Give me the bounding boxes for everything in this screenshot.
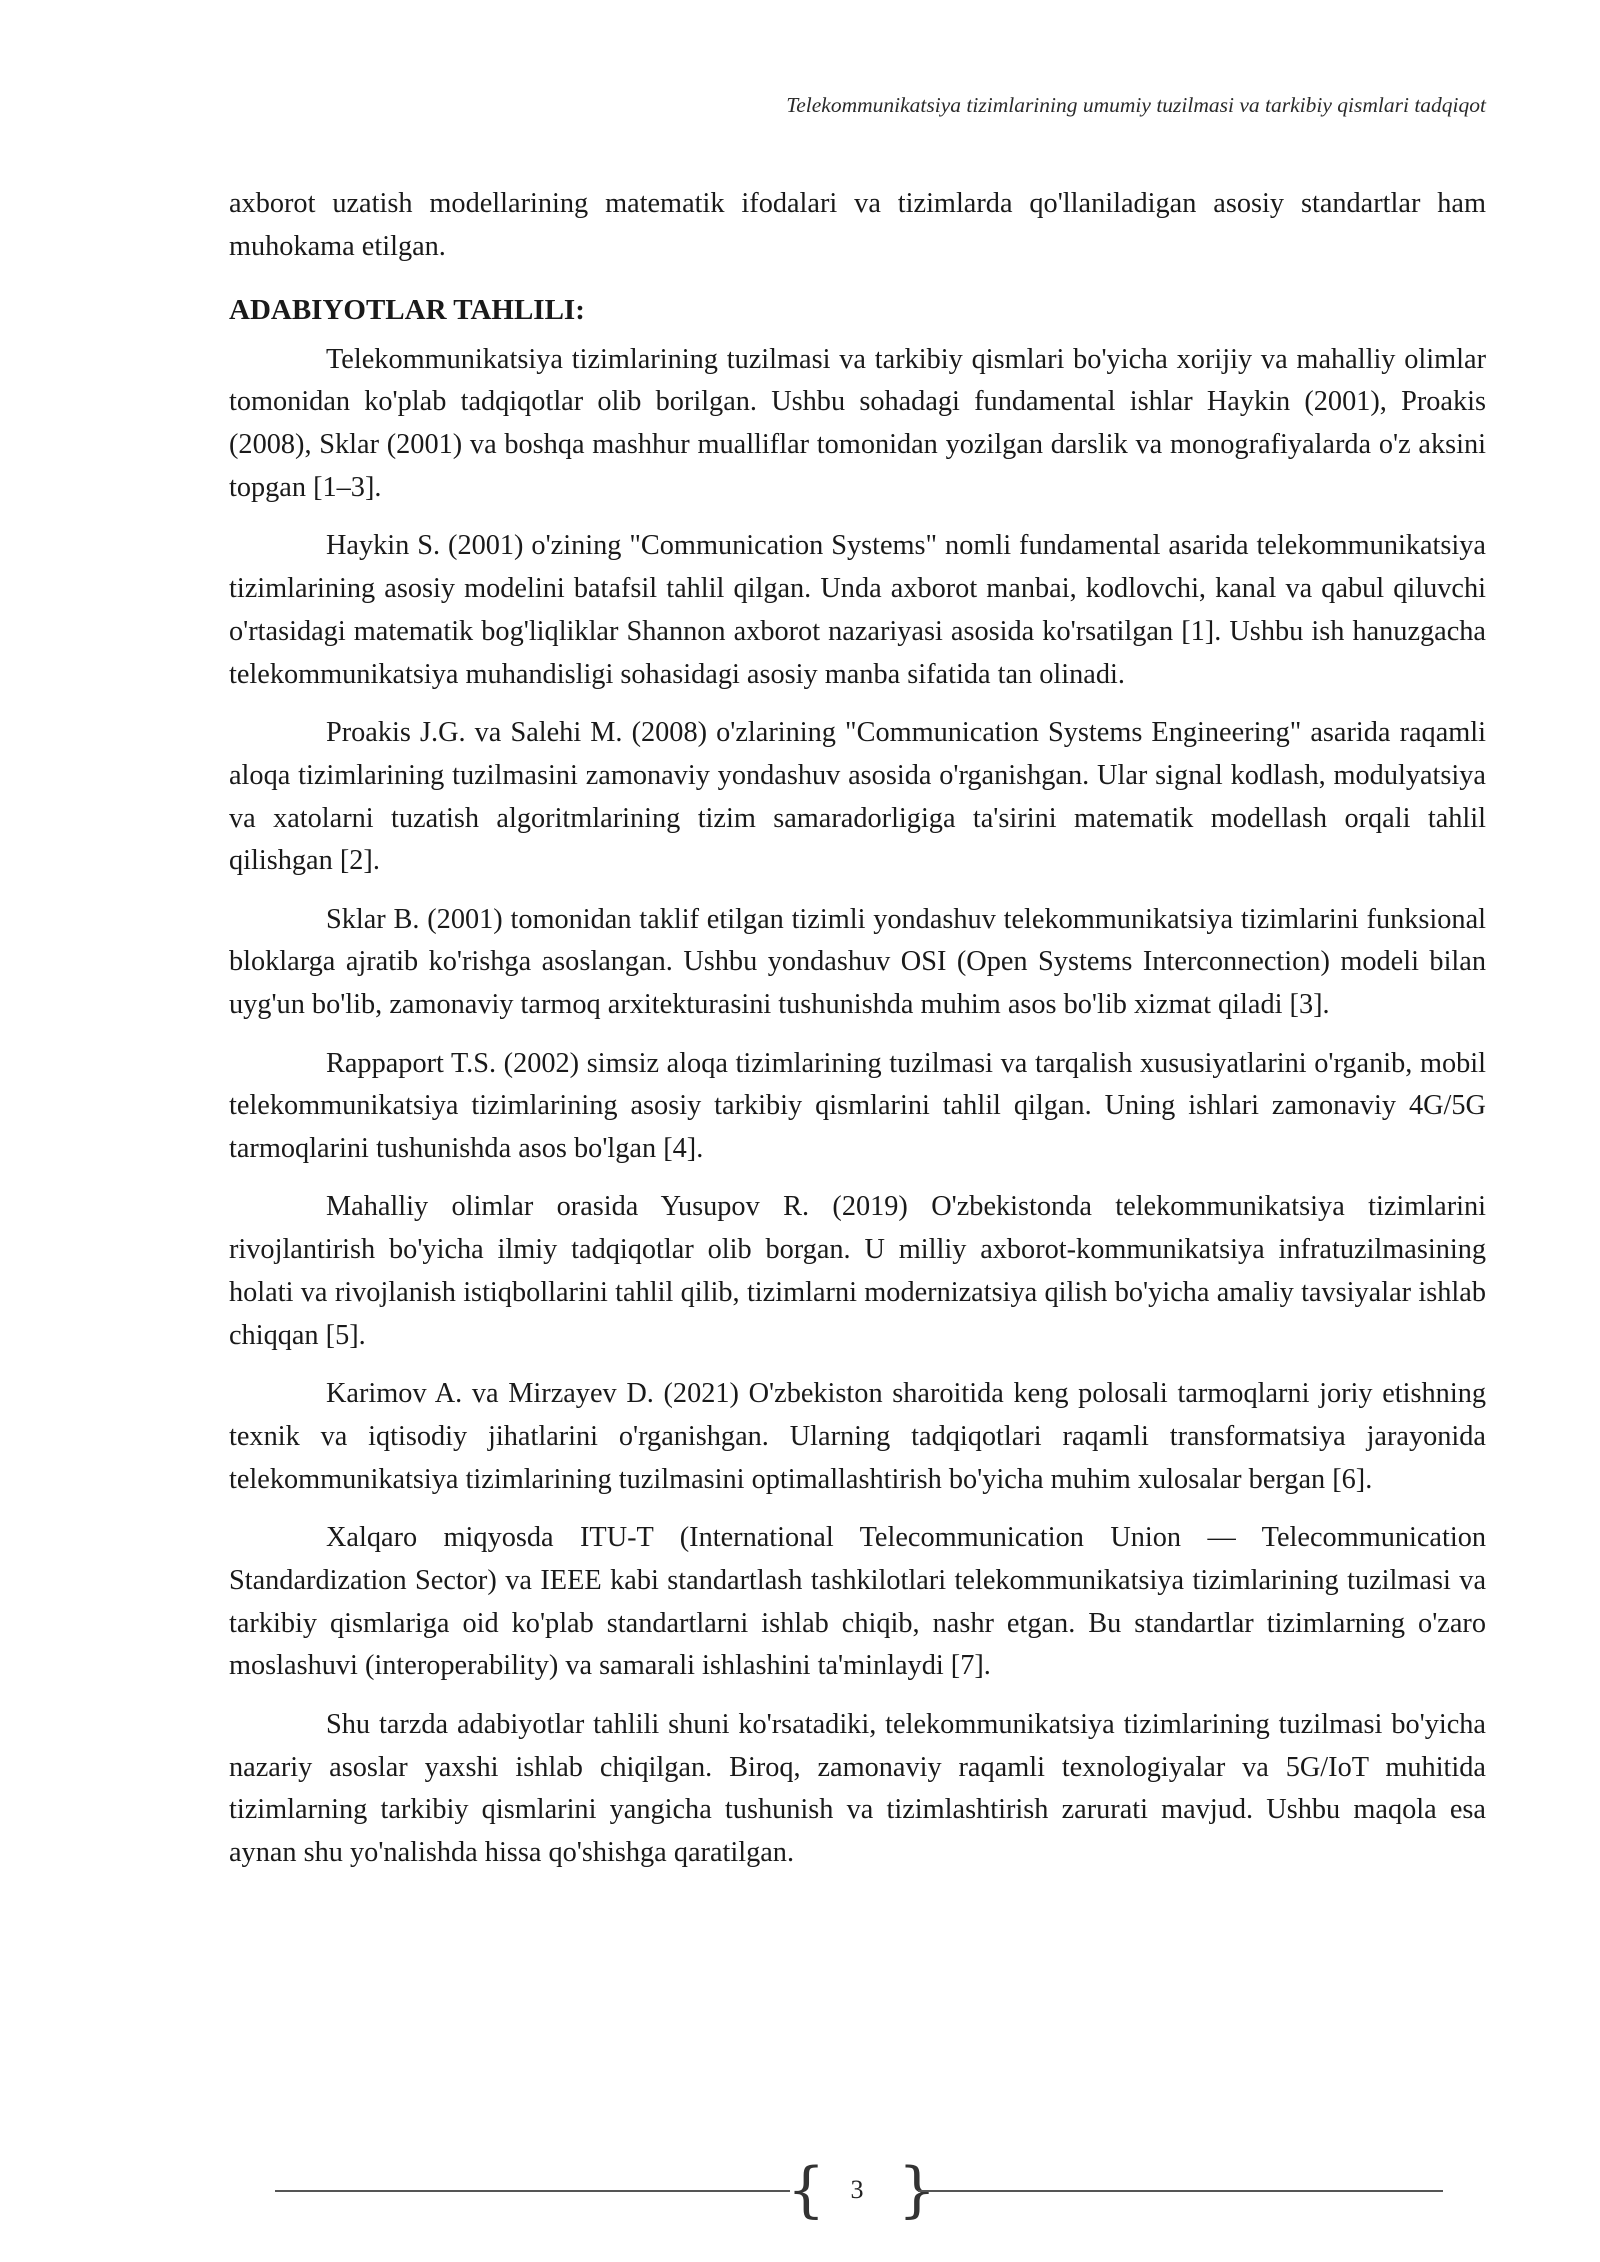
running-header: Telekommunikatsiya tizimlarining umumiy tuzilmasi va tarkibiy qismlari tadqiqot	[786, 93, 1486, 117]
body-paragraph: Mahalliy olimlar orasida Yusupov R. (2019) O'zbekistonda telekommunikatsiya tizimlarini rivojlantirish bo'yicha ilmiy tadqiqotlar olib borgan. U milliy axborot-kommunikatsiya infratuzilmasining holati va rivojlanish istiqbollarini tahlil qilib, tizimlarni modernizatsiya qilish bo'yicha amaliy tavsiyalar ishlab chiqqan [5].	[229, 1191, 1486, 1351]
page-footer	[0, 2155, 1600, 2225]
footer-rule-right	[918, 2190, 1443, 2192]
body-paragraph: Rappaport T.S. (2002) simsiz aloqa tizimlarining tuzilmasi va tarqalish xususiyatlarini o'rganib, mobil telekommunikatsiya tizimlarining asosiy tarkibiy qismlarini tahlil qilgan. Uning ishlari zamonaviy 4G/5G tarmoqlarini tushunishda asos bo'lgan [4].	[229, 1047, 1486, 1165]
body-paragraph: Shu tarzda adabiyotlar tahlili shuni ko'rsatadiki, telekommunikatsiya tizimlarining tuzilmasi bo'yicha nazariy asoslar yaxshi ishlab chiqilgan. Biroq, zamonaviy raqamli texnologiyalar va 5G/IoT muhitida tizimlarning tarkibiy qismlarini yangicha tushunish va tizimlashtirish zarurati mavjud. Ushbu maqola esa aynan shu yo'nalishda hissa qo'shishga qaratilgan.	[229, 1708, 1486, 1869]
body-paragraph: Proakis J.G. va Salehi M. (2008) o'zlarining "Communication Systems Engineering" asarida raqamli aloqa tizimlarining tuzilmasini zamonaviy yondashuv asosida o'rganishgan. Ular signal kodlash, modulyatsiya va xatolarni tuzatish algoritmlarining tizim samaradorligiga ta'sirini matematik modellash orqali tahlil qilishgan [2].	[229, 716, 1486, 877]
page-number: 3	[850, 2175, 864, 2204]
intro-paragraph: axborot uzatish modellarining matematik ifodalari va tizimlarda qo'llaniladigan asosiy standartlar ham muhokama etilgan.	[229, 188, 1486, 262]
body-paragraph: Haykin S. (2001) o'zining "Communication Systems" nomli fundamental asarida telekommunikatsiya tizimlarining asosiy modelini batafsil tahlil qilgan. Unda axborot manbai, kodlovchi, kanal va qabul qiluvchi o'rtasidagi matematik bog'liqliklar Shannon axborot nazariyasi asosida ko'rsatilgan [1]. Ushbu ish hanuzgacha telekommunikatsiya muhandisligi sohasidagi asosiy manba sifatida tan olinadi.	[229, 530, 1486, 690]
section-heading: ADABIYOTLAR TAHLILI:	[229, 293, 585, 326]
body-paragraph: Sklar B. (2001) tomonidan taklif etilgan tizimli yondashuv telekommunikatsiya tizimlarini funksional bloklarga ajratib ko'rishga asoslangan. Ushbu yondashuv OSI (Open Systems Interconnection) modeli bilan uyg'un bo'lib, zamonaviy tarmoq arxitekturasini tushunishda muhim asos bo'lib xizmat qiladi [3].	[229, 903, 1486, 1021]
right-brace-icon: }	[898, 2155, 937, 2225]
footer-rule-left	[275, 2190, 790, 2192]
page-body	[229, 183, 1486, 1890]
body-paragraph: Karimov A. va Mirzayev D. (2021) O'zbekiston sharoitida keng polosali tarmoqlarni joriy etishning texnik va iqtisodiy jihatlarini o'rganishgan. Ularning tadqiqotlari raqamli transformatsiya jarayonida telekommunikatsiya tizimlarining tuzilmasini optimallashtirish bo'yicha muhim xulosalar bergan [6].	[229, 1378, 1486, 1495]
left-brace-icon: {	[787, 2155, 826, 2225]
body-paragraph: Xalqaro miqyosda ITU-T (International Telecommunication Union — Telecommunication Standardization Sector) va IEEE kabi standartlash tashkilotlari telekommunikatsiya tizimlarining tuzilmasi va tarkibiy qismlariga oid ko'plab standartlarni ishlab chiqib, nashr etgan. Bu standartlar tizimlarning o'zaro moslashuvi (interoperability) va samarali ishlashini ta'minlaydi [7].	[229, 1522, 1486, 1682]
body-paragraph: Telekommunikatsiya tizimlarining tuzilmasi va tarkibiy qismlari bo'yicha xorijiy va mahalliy olimlar tomonidan ko'plab tadqiqotlar olib borilgan. Ushbu sohadagi fundamental ishlar Haykin (2001), Proakis (2008), Sklar (2001) va boshqa mashhur mualliflar tomonidan yozilgan darslik va monografiyalarda o'z aksini topgan [1–3].	[229, 343, 1486, 503]
